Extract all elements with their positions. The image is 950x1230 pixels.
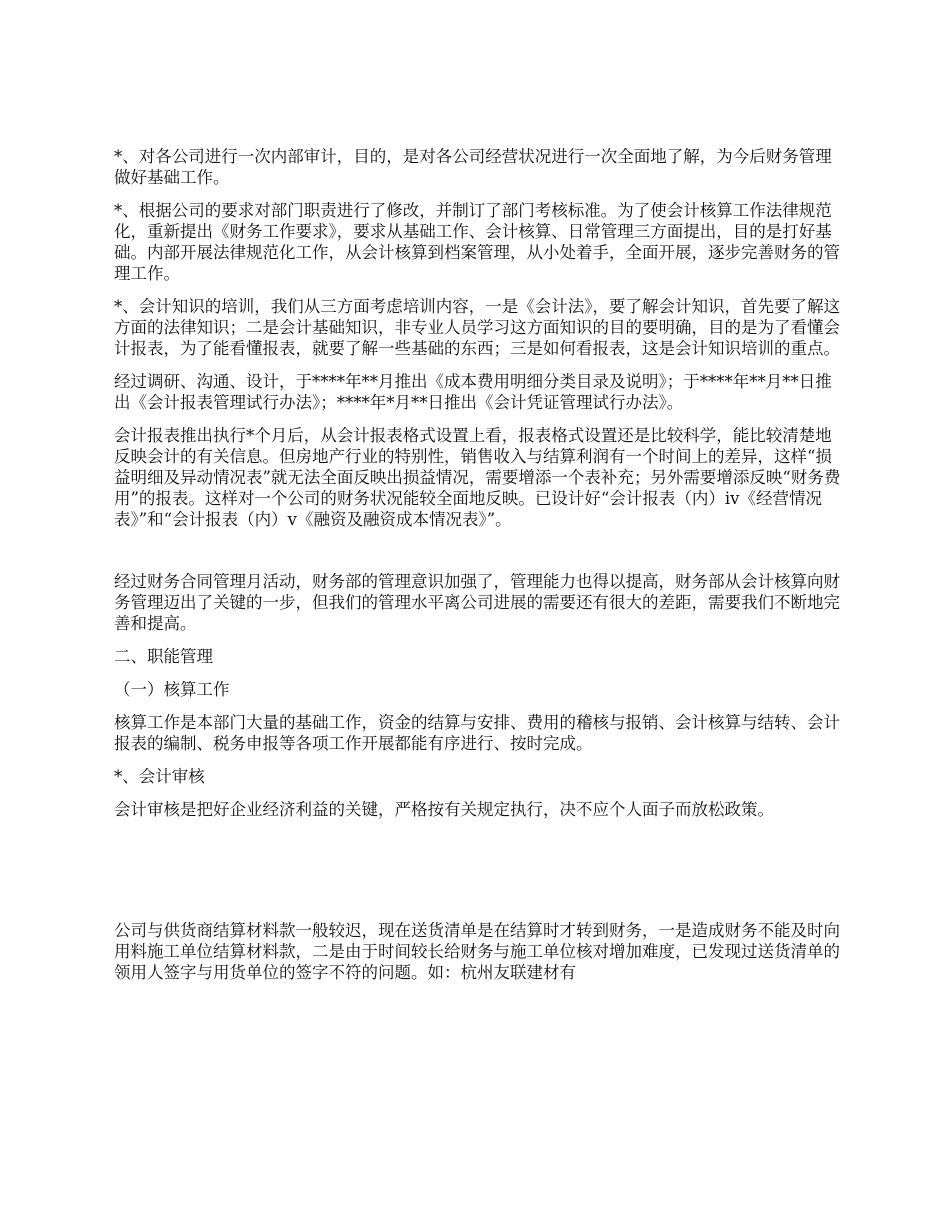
paragraph-department-duties: *、根据公司的要求对部门职责进行了修改，并制订了部门考核标准。为了使会计核算工作法律规范化，重新提出《财务工作要求》，要求从基础工作、会计核算、日常管理三方面提出，目的是打好基础。内部开展法律规范化工作，从会计核算到档案管理，从小处着手，全面开展，逐步完善财务的管理工作。 (114, 201, 840, 283)
item-heading-accounting-audit: *、会计审核 (114, 767, 205, 786)
paragraph-accounting-reports: 会计报表推出执行*个月后，从会计报表格式设置上看，报表格式设置还是比较科学，能比较清楚地反映会计的有关信息。但房地产行业的特别性，销售收入与结算利润有一个时间上的差异，这样“损益明细及异动情况表”就无法全面反映出损益情况，需要增添一个表补充；另外需要增添反映“财务费用”的报表。这样对一个公司的财务状况能较全面地反映。已设计好“会计报表（内）iv《经营情况表》”和“会计报表（内）v《融资及融资成本情况表》”。 (114, 426, 841, 529)
section-heading-functional-management: 二、职能管理 (114, 647, 213, 666)
paragraph-internal-audit: *、对各公司进行一次内部审计，目的，是对各公司经营状况进行一次全面地了解，为今后财务管理做好基础工作。 (114, 147, 832, 187)
paragraph-research-design: 经过调研、沟通、设计，于****年**月推出《成本费用明细分类目录及说明》；于****年**月**日推出《会计报表管理试行办法》；****年*月**日推出《会计凭证管理试行办法》。 (114, 372, 832, 412)
paragraph-supplier-settlement: 公司与供货商结算材料款一般较迟，现在送货清单是在结算时才转到财务，一是造成财务不能及时向用料施工单位结算材料款，二是由于时间较长给财务与施工单位核对增加难度，已发现过送货清单的领用人签字与用货单位的签字不符的问题。如：杭州友联建材有 (114, 921, 840, 982)
paragraph-accounting-training: *、会计知识的培训，我们从三方面考虑培训内容，一是《会计法》，要了解会计知识，首先要了解这方面的法律知识；二是会计基础知识，非专业人员学习这方面知识的目的要明确，目的是为了看懂会计报表，为了能看懂报表，就要了解一些基础的东西；三是如何看报表，这是会计知识培训的重点。 (114, 297, 840, 358)
blank-gap (114, 832, 844, 920)
document-body (114, 146, 844, 995)
paragraph-accounting-audit: 会计审核是把好企业经济利益的关键，严格按有关规定执行，决不应个人面子而放松政策。 (114, 800, 774, 819)
paragraph-accounting-work: 核算工作是本部门大量的基础工作，资金的结算与安排、费用的稽核与报销、会计核算与结转、会计报表的编制、税务申报等各项工作开展都能有序进行、按时完成。 (114, 713, 840, 753)
blank-gap (114, 542, 844, 571)
subsection-heading-accounting-work: （一）核算工作 (114, 680, 230, 699)
paragraph-contract-management: 经过财务合同管理月活动，财务部的管理意识加强了，管理能力也得以提高，财务部从会计核算向财务管理迈出了关键的一步，但我们的管理水平离公司进展的需要还有很大的差距，需要我们不断地完善和提高。 (114, 572, 840, 633)
